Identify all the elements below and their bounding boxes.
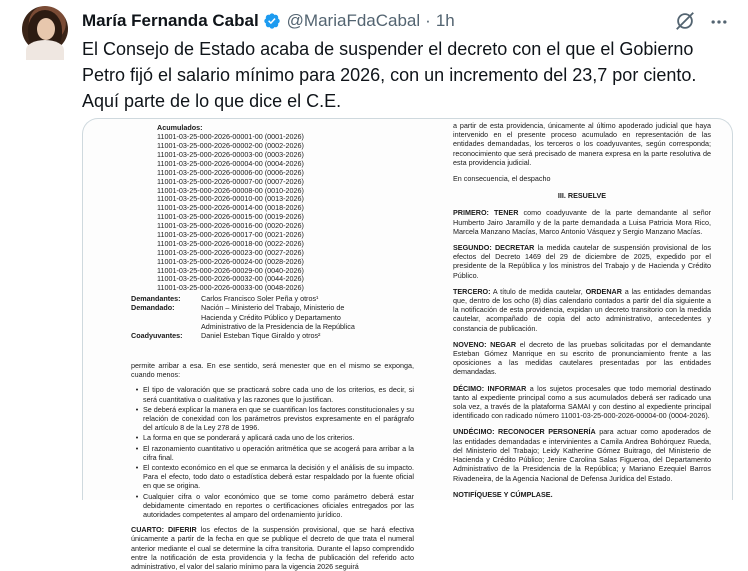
parties-block [131, 294, 411, 341]
tercero-label-2: ORDENAR [585, 286, 622, 296]
cuarto-paragraph [131, 525, 414, 571]
acumulado-item: 11001-03-25-000-2026-00017-00 (0021-2026) [157, 230, 304, 239]
tweet-header [82, 10, 455, 32]
resuelve-title: III. RESUELVE [557, 191, 607, 201]
coadyuvantes-row [131, 331, 411, 341]
document-right-column [453, 121, 711, 506]
decimo-text: a los sujetos procesales que todo memorial destinado tanto al expediente principal como a sus acumulados deberá ser radicado una sola vez, a través de la plataforma SAMAI y con destino al expediente principal identificado con radicado número 11001-03-25-000-2026-00004-00 (0004-2026). [453, 383, 711, 421]
avatar-face [37, 18, 55, 40]
acumulado-item: 11001-03-25-000-2026-00016-00 (0020-2026) [157, 221, 304, 231]
primero-text: como coadyuvante de la parte demandante al señor Humberto Jairo Jaramillo y de la parte demandada a Luisa Patricia Mora Rico, Marcela Manzano Macías, Marco Antonio Vásquez y Sergio Manzano Macías. [453, 208, 712, 236]
demandado-label: Demandado: [131, 303, 175, 313]
tercero-paragraph [453, 287, 711, 333]
demandantes-value: Carlos Francisco Soler Peña y otros¹ [201, 294, 319, 304]
cuarto-label: CUARTO: DIFERIR [131, 525, 197, 535]
acumulados-list [157, 132, 411, 292]
segundo-text: la medida cautelar de suspensión provisional de los efectos del Decreto 1469 del 29 de diciembre de 2025, expedido por el presidente de la República y los ministros del Trabajo y de Hacienda y Crédito Público. [453, 243, 711, 280]
acumulado-item: 11001-03-25-000-2026-00029-00 (0040-2026) [157, 265, 304, 275]
undecimo-paragraph [453, 427, 711, 482]
bullet-item: • El razonamiento cuantitativo u operación aritmética que se acogerá para arribar a la cifra final. [135, 443, 414, 462]
acumulado-item: 11001-03-25-000-2026-00001-00 (0001-2026) [157, 132, 304, 142]
author-name[interactable]: María Fernanda Cabal [82, 11, 259, 30]
acumulado-item: 11001-03-25-000-2026-00033-00 (0048-2026) [157, 283, 304, 293]
tweet-media-image[interactable] [82, 118, 733, 571]
primero-paragraph [453, 208, 711, 236]
demandado-value: Nación – Ministerio del Trabajo, Ministerio de Hacienda y Crédito Público y Departamento Administrativo de la Presidencia de la República [201, 303, 355, 331]
noveno-text: el decreto de las pruebas solicitadas por el demandante Esteban Gómez Manrique en su escrito de pronunciamiento frente a las oposiciones a las medidas cautelares presentadas por las entidades demandadas. [453, 339, 712, 377]
acumulado-item: 11001-03-25-000-2026-00024-00 (0028-2026) [157, 256, 304, 266]
avatar-shoulder [26, 40, 64, 60]
bullet-item: • Cualquier cifra o valor económico que se tome como parámetro deberá estar debidamente cimentado en reportes o certificaciones oficiales entregados por las autoridades competentes al amparo del ordenamiento jurídico. [135, 491, 414, 520]
document-left-body [131, 361, 414, 571]
left-intro: permite arribar a esa. En ese sentido, será menester que en el mismo se exponga, cuando menos: [131, 361, 414, 380]
acumulado-item: 11001-03-25-000-2026-00015-00 (0019-2026) [157, 212, 304, 222]
tercero-label: TERCERO: [453, 286, 491, 296]
tweet-text: El Consejo de Estado acaba de suspender el decreto con el que el Gobierno Petro fijó el salario mínimo para 2026, con un incremento del 23,7 por ciento. Aquí parte de lo que dice el C.E. [82, 39, 697, 111]
verified-badge-icon [263, 12, 281, 30]
bullet-item: • La forma en que se ponderará y aplicará cada uno de los criterios. [135, 433, 355, 443]
more-icon[interactable] [708, 12, 730, 32]
decimo-label: DÉCIMO: INFORMAR [453, 383, 527, 393]
tercero-text: A título de medida cautelar, [490, 286, 586, 296]
noveno-label: NOVENO: NEGAR [453, 339, 517, 349]
acumulado-item: 11001-03-25-000-2026-00010-00 (0013-2026) [157, 194, 304, 204]
acumulados-title: Acumulados: [157, 123, 203, 132]
notifiquese-text: NOTIFÍQUESE Y CÚMPLASE. [453, 489, 553, 499]
acumulado-item: 11001-03-25-000-2026-00023-00 (0027-2026) [157, 247, 304, 257]
acumulado-item: 11001-03-25-000-2026-00004-00 (0004-2026) [157, 158, 304, 168]
tercero-text-2: a las entidades demandas que, dentro de los ocho (8) días calendario contados a partir del día siguiente a la notificación de esta providencia, expidan un decreto transitorio con la medida cautelar, acompañado de copia del acto administrativo, antecedentes y constancia de publicación. [453, 286, 711, 333]
acumulado-item: 11001-03-25-000-2026-00018-00 (0022-2026) [157, 238, 304, 248]
bullet-item: • El tipo de valoración que se practicará sobre cada uno de los criterios, es decir, si será cuantitativa o cualitativa y las razones que lo justifican. [135, 385, 414, 404]
acumulado-item: 11001-03-25-000-2026-00002-00 (0002-2026) [157, 141, 304, 151]
author-handle[interactable]: @MariaFdaCabal [286, 11, 421, 30]
noveno-paragraph [453, 340, 711, 377]
demandantes-row [131, 294, 411, 303]
decimo-paragraph [453, 384, 711, 421]
coadyuvantes-label: Coadyuvantes: [131, 331, 183, 341]
separator-dot: · [425, 11, 431, 30]
right-intro: a partir de esta providencia, únicamente al último apoderado judicial que haya intervenido en el presente proceso acumulado en representación de las entidades demandadas, los terceros o los coadyuvantes, según corresponda; reconocimiento que será precisado de manera expresa en la parte resolutiva de esta providencia judicial. [453, 121, 711, 167]
segundo-paragraph [453, 243, 711, 280]
acumulado-item: 11001-03-25-000-2026-00014-00 (0018-2026) [157, 203, 304, 213]
cuarto-text: los efectos de la suspensión provisional, que se hará efectiva únicamente a partir de la fecha en que se publique el decreto de que trata el numeral anterior mediante el cual se determine la cifra transitoria. Durante el lapso comprendido entre la notificación de esta providencia y la fecha de publicación del referido acto administrativo, el valor del salario mínimo para la vigencia 2026 seguirá [131, 525, 414, 571]
acumulado-item: 11001-03-25-000-2026-00007-00 (0007-2026) [157, 176, 304, 186]
acumulado-item: 11001-03-25-000-2026-00006-00 (0006-2026) [157, 167, 304, 177]
demandantes-label: Demandantes: [131, 294, 181, 304]
grok-icon[interactable] [674, 10, 696, 32]
primero-label: PRIMERO: TENER [453, 208, 519, 218]
consecuencia-text: En consecuencia, el despacho [453, 174, 551, 184]
tweet-time[interactable]: 1h [435, 11, 455, 30]
avatar[interactable] [22, 6, 68, 52]
acumulado-item: 11001-03-25-000-2026-00008-00 (0010-2026) [157, 185, 304, 195]
bullet-item: • El contexto económico en el que se enmarca la decisión y el análisis de su impacto. Para el efecto, todo dato o estadística deberá estar respaldado por la fuente oficial en que se origina. [135, 463, 414, 491]
acumulado-item: 11001-03-25-000-2026-00032-00 (0044-2026) [157, 274, 304, 284]
document-page [83, 119, 732, 571]
document-left-header [131, 123, 411, 341]
segundo-label: SEGUNDO: DECRETAR [453, 243, 535, 253]
coadyuvantes-value: Daniel Esteban Tique Giraldo y otros² [201, 331, 321, 341]
demandado-row [131, 303, 411, 331]
acumulado-item: 11001-03-25-000-2026-00003-00 (0003-2026) [157, 149, 304, 159]
bullet-item: • Se deberá explicar la manera en que se cuantifican los factores constitucionales y su relación de conexidad con los parámetros previstos expresamente en el parágrafo del artículo 8 de la Ley 278 de 1996. [135, 404, 414, 433]
undecimo-text: para actuar como apoderados de las entidades demandadas e intervinientes a Camila Andrea Bohórquez Rueda, del Ministerio del Trabajo; Leidy Katherine Gómez Buitrago, del Ministerio de Hacienda y Crédito Público; Jenire Carolina Salas Figueroa, del Departamento Administrativo de la Presidencia de la República; y Mariano Ezequiel Barros Rivadeneira, de la Agencia Nacional de Defensa Jurídica del Estado. [453, 427, 711, 483]
undecimo-label: UNDÉCIMO: RECONOCER PERSONERÍA [453, 427, 596, 437]
